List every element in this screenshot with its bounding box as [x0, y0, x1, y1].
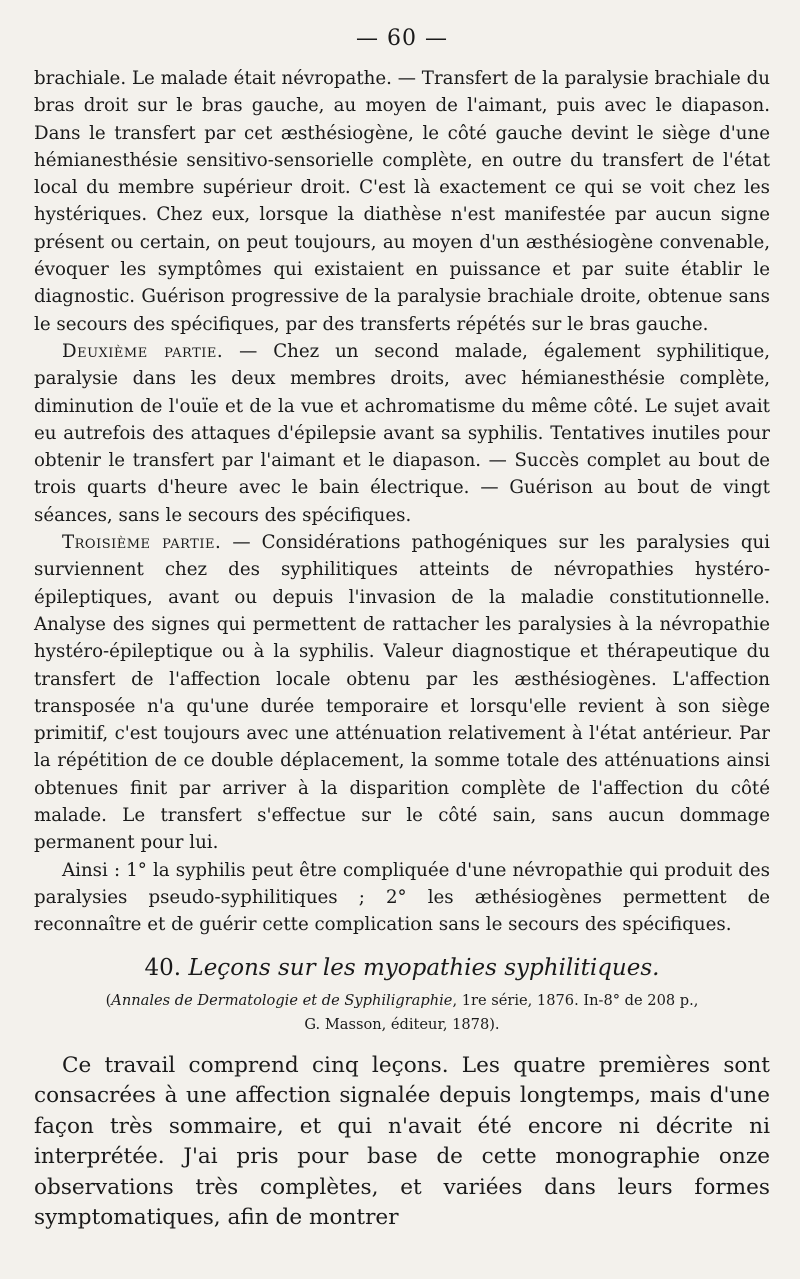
paragraph-conclusion: Ainsi : 1° la syphilis peut être compliquée d'une névropathie qui produit des paralysies pseudo-syphilitiques ; 2° les æthésiogènes permettent de reconnaître et de guérir cette complication sans le secours des spécifiques. — [34, 859, 770, 936]
section-number: 40. — [144, 954, 182, 981]
citation-publisher: G. Masson, éditeur, 1878). — [304, 1015, 500, 1033]
citation-open: ( — [105, 991, 112, 1009]
third-part-label: Troisième partie. — [62, 532, 222, 554]
paragraph-first-part: brachiale. Le malade était névropathe. — Transfert de la paralysie brachiale du bras droit sur le bras gauche, au moyen de l'aimant, puis avec le diapason. Dans le transfert par cet æsthésiogène, le côté gauche devint le siège d'une hémianesthésie sensitivo-sensorielle complète, en outre du transfert de l'état local du membre supérieur droit. C'est là exactement ce qui se voit chez les hystériques. Chez eux, lorsque la diathèse n'est manifestée par aucun signe présent ou certain, on peut toujours, au moyen d'un æsthésiogène convenable, évoquer les symptômes qui existaient en puissance et par suite établir le diagnostic. Guérison progressive de la paralysie brachiale droite, obtenue sans le secours des spécifiques, par des transferts répétés sur le bras gauche. — [34, 68, 770, 335]
paragraph-second-part — [34, 338, 770, 529]
third-part-text: — Considérations pathogéniques sur les paralysies qui surviennent chez des syphilitiques atteints de névropathies hystéro-épileptiques, avant ou depuis l'invasion de la maladie constitutionnelle. Analyse des signes qui permettent de rattacher les paralysies à la névropathie hystéro-épileptique ou à la syphilis. Valeur diagnostique et thérapeutique du transfert de l'affection locale obtenu par les æsthésiogènes. L'affection transposée n'a qu'une durée temporaire et lorsqu'elle revient à son siège primitif, c'est toujours avec une atténuation relativement à l'état antérieur. Par la répétition de ce double déplacement, la somme totale des atténuations ainsi obtenues finit par arriver à la disparition complète de l'affection du côté malade. Le transfert s'effectue sur le côté sain, sans aucun dommage permanent pour lui. — [34, 532, 770, 854]
page-number: — 60 — — [356, 26, 448, 51]
second-part-text: — Chez un second malade, également syphilitique, paralysie dans les deux membres droits, avec hémianesthésie complète, diminution de l'ouïe et de la vue et achromatisme du même côté. Le sujet avait eu autrefois des attaques d'épilepsie avant sa syphilis. Tentatives inutiles pour obtenir le transfert par l'aimant et le diapason. — Succès complet au bout de trois quarts d'heure avec le bain électrique. — Guérison au bout de vingt séances, sans le secours des spécifiques. — [34, 340, 770, 526]
citation-details: , 1re série, 1876. In-8° de 208 p., — [452, 991, 699, 1009]
paragraph-third-part — [34, 529, 770, 857]
second-part-label: Deuxième partie. — [62, 340, 224, 362]
section-body-text: Ce travail comprend cinq leçons. Les quatre premières sont consacrées à une affection signalée depuis longtemps, mais d'une façon très sommaire, et qui n'avait été encore ni décrite ni interprétée. J'ai pris pour base de cette monographie onze observations très complètes, et variées dans leurs formes symptomatiques, afin de montrer — [34, 1052, 770, 1230]
section-title: Leçons sur les myopathies syphilitiques. — [188, 954, 660, 981]
citation-journal: Annales de Dermatologie et de Syphiligraphie — [111, 991, 453, 1009]
bibliographic-citation — [54, 989, 750, 1037]
section-heading — [34, 955, 770, 981]
